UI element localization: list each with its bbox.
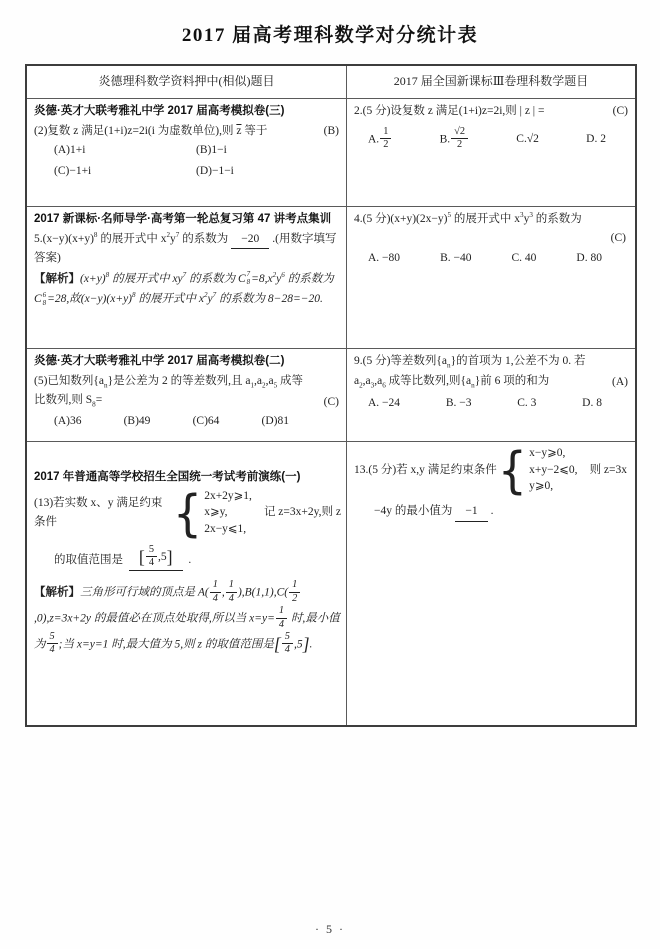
column-header-right: 2017 届全国新课标Ⅲ卷理科数学题目 — [347, 66, 635, 99]
column-header-left: 炎德理科数学资料押中(相似)题目 — [27, 66, 347, 99]
question-text: (5)已知数列$\{a_n\}$是公差为 2 的等差数列,且 $a_1,a_2,a_5$ 成等比数列,则 $S_8=$ — [34, 374, 304, 409]
option-item: B. $\frac{√2}{2}$ — [440, 127, 469, 153]
question-text: $5.(x-y)(x+y)^8$ 的展开式中 $x^2y^7$ 的系数为 −20 .(用数字填写答案) — [34, 230, 337, 265]
page-number: · 5 · — [315, 922, 345, 936]
option-item: C. 3 — [517, 396, 537, 409]
answer-label: (A) — [612, 376, 628, 389]
analysis-text: 【解析】$(x+y)^8$ 的展开式中 $xy^7$ 的系数为 C 7 8 $=8,x^2y^6$ 的系数为 C 6 8 =28,故$(x-y)(x+y)^8$ 的展开式中 $x^2y^7$ 的系数为 8−28=−20. — [34, 270, 334, 307]
option-item: (B)49 — [123, 415, 151, 428]
constraint-system — [34, 483, 341, 542]
option-item: (A)1+i — [54, 144, 86, 157]
source-label: 炎德·英才大联考雅礼中学 2017 届高考模拟卷(二) — [34, 355, 285, 367]
option-item: (D)−1−i — [196, 164, 234, 177]
constraint-line: x⩾y, — [204, 506, 228, 519]
option-item: A. $\frac{1}{2}$ — [368, 127, 392, 153]
cell-r1-left — [27, 99, 347, 207]
question-line — [354, 352, 630, 392]
question-text: 记 z=3x+2y,则 z — [263, 506, 341, 519]
answer-label: (C) — [610, 231, 626, 244]
option-item: A. −24 — [368, 396, 401, 409]
question-text: 9.(5 分)等差数列$\{a_n\}$的首项为 1,公差不为 0. 若 $a_2,a_3,a_6$ 成等比数列,则$\{a_n\}$前 6 项的和为 — [354, 355, 586, 390]
answer-label: (C) — [323, 395, 339, 408]
question-text: (2)复数 z 满足(1+i)z=2i(i 为虚数单位),则 $\overline{z}$ 等于 — [34, 124, 268, 137]
option-item: A. −80 — [368, 252, 401, 265]
cell-r1-right — [347, 99, 635, 207]
cell-r3-left — [27, 349, 347, 442]
answer-line: −4y 的最小值为 −1 . — [374, 502, 630, 522]
left-brace-icon: { — [497, 442, 528, 500]
constraint-lines — [204, 488, 252, 538]
question-text: (13)若实数 x、y 满足约束条件 — [34, 496, 163, 528]
question-line — [34, 122, 341, 141]
analysis-text: 【解析】三角形可行域的顶点是 A( $\frac{1}{4}$ , $\frac{1}{4}$ ),B(1,1),C( $\frac{1}{2}$ ,0),z=3x+2y 的最值必在顶点处取得,所以当 x=y= $\frac{1}{4}$ 时,最小值为 $\frac{5}{4}$ ;当 x=y=1 时,最大值为 5,则 z 的取值范围是[ $\frac{5}{4}$ ,5]. — [34, 579, 340, 656]
source-label: 炎德·英才大联考雅礼中学 2017 届高考模拟卷(三) — [34, 105, 285, 117]
constraint-line: x+y−2⩽0, — [529, 463, 578, 476]
cell-r2-left — [27, 207, 347, 349]
question-text: 则 z=3x — [589, 463, 628, 476]
question-line — [354, 102, 630, 121]
constraint-lines — [529, 445, 577, 495]
source-label: 2017 新课标·名师导学·高考第一轮总复习第 47 讲考点集训 — [34, 213, 332, 225]
options-list — [368, 249, 602, 268]
option-item: D. 80 — [576, 252, 602, 265]
question-text: 2.(5 分)设复数 z 满足(1+i)z=2i,则 | z | = — [354, 105, 545, 117]
constraint-system — [354, 442, 630, 500]
cell-r4-left — [27, 442, 347, 725]
constraint-line: 2x−y⩽1, — [204, 522, 247, 535]
page-title: 2017 届高考理科数学对分统计表 — [181, 25, 479, 46]
cell-r3-right — [347, 349, 635, 442]
option-item: (D)81 — [261, 415, 289, 428]
answer-label: (B) — [323, 124, 339, 137]
option-item: D. 2 — [586, 133, 606, 146]
option-item: (B)1−i — [196, 144, 227, 157]
option-item: (A)36 — [54, 415, 82, 428]
options-list — [368, 127, 606, 153]
constraint-line: 2x+2y⩾1, — [204, 489, 252, 502]
options-list — [54, 140, 341, 181]
option-item: C. 40 — [511, 252, 537, 265]
source-label: 2017 年普通高等学校招生全国统一考试考前演练(一) — [34, 471, 301, 483]
comparison-table — [25, 64, 637, 727]
option-item: B. −40 — [440, 252, 472, 265]
question-text: 13.(5 分)若 x,y 满足约束条件 — [354, 463, 497, 476]
answer-label: (C) — [612, 105, 628, 117]
cell-r2-right — [347, 207, 635, 349]
question-text: 4.(5 分)$(x+y)(2x-y)^5$ 的展开式中 $x^3y^3$ 的系数为 — [354, 211, 582, 225]
constraint-line: x−y⩾0, — [529, 447, 566, 459]
option-item: C.√2 — [516, 133, 539, 146]
question-line — [34, 372, 341, 412]
left-brace-icon: { — [172, 483, 203, 542]
option-item: B. −3 — [445, 396, 472, 409]
option-item: (C)−1+i — [54, 164, 92, 177]
answer-line: 的取值范围是 [ $\frac{5}{4}$ ,5 ] . — [54, 545, 341, 572]
option-item: D. 8 — [582, 396, 602, 409]
options-list — [54, 412, 289, 431]
option-item: (C)64 — [192, 415, 220, 428]
options-list — [368, 394, 602, 413]
cell-r4-right — [347, 442, 635, 725]
constraint-line: y⩾0, — [529, 480, 554, 493]
